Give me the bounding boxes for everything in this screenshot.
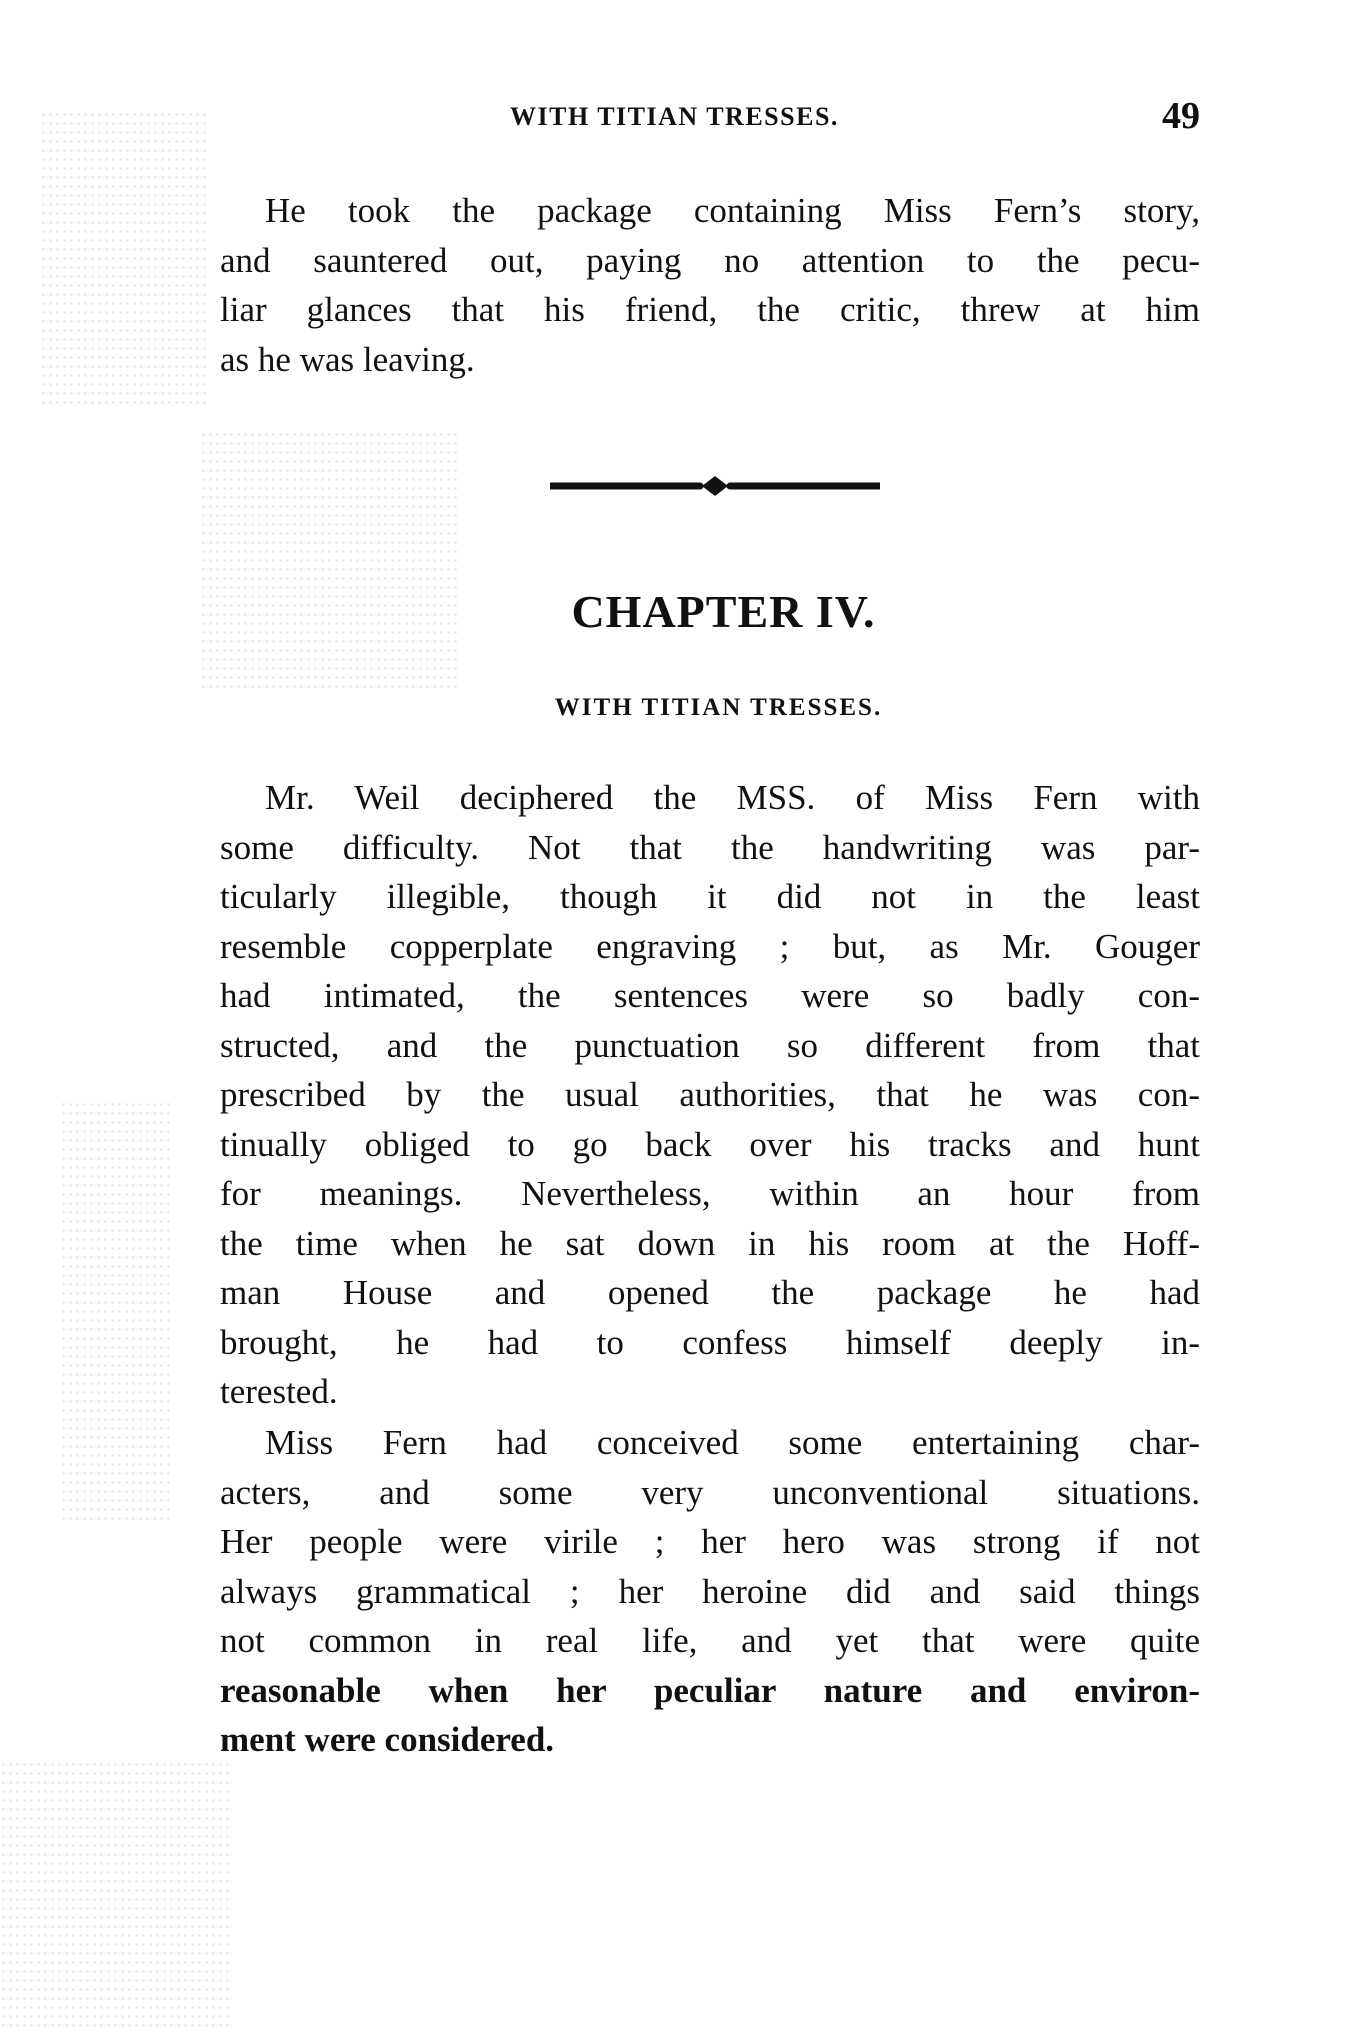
text-line: structed, and the punctuation so different from that [220, 1025, 1200, 1065]
text-line: liar glances that his friend, the critic, threw at him [220, 290, 1200, 329]
text-line: terested. [220, 1372, 338, 1411]
text-line: ment were considered. [220, 1720, 555, 1759]
body-paragraph-2 [220, 1418, 1200, 1765]
text-line: some difficulty. Not that the handwriting was par- [220, 827, 1200, 867]
scan-speckle-mid [200, 430, 460, 690]
scan-speckle-top [40, 110, 210, 410]
text-line: brought, he had to confess himself deeply in- [220, 1322, 1200, 1362]
text-line: reasonable when her peculiar nature and environ- [220, 1670, 1200, 1710]
body-paragraph-1 [220, 773, 1200, 1417]
text-line: as he was leaving. [220, 339, 475, 379]
text-line: had intimated, the sentences were so badly con- [220, 976, 1200, 1015]
text-line: prescribed by the usual authorities, that he was con- [220, 1075, 1200, 1114]
text-line: man House and opened the package he had [220, 1273, 1200, 1312]
page-header [220, 95, 1220, 142]
text-line: resemble copperplate engraving ; but, as Mr. Gouger [220, 926, 1200, 966]
section-ornament [550, 468, 880, 504]
text-line: Her people were virile ; her hero was strong if not [220, 1522, 1200, 1561]
text-line: Miss Fern had conceived some entertaining char- [265, 1423, 1200, 1462]
scan-speckle-bottom [0, 1760, 230, 2030]
text-line: always grammatical ; her heroine did and said things [220, 1571, 1200, 1611]
scan-speckle-low [60, 1100, 170, 1520]
text-line: and sauntered out, paying no attention to the pecu- [220, 240, 1200, 280]
running-head: WITH TITIAN TRESSES. [510, 102, 839, 131]
text-line: for meanings. Nevertheless, within an hour from [220, 1174, 1200, 1213]
chapter-title: CHAPTER IV. [571, 586, 876, 637]
opening-paragraph [220, 186, 1200, 384]
text-line: He took the package containing Miss Fern’s story, [265, 191, 1200, 230]
text-line: ticularly illegible, though it did not in the least [220, 877, 1200, 916]
chapter-subtitle: WITH TITIAN TRESSES. [554, 694, 883, 721]
text-line: the time when he sat down in his room at the Hoff- [220, 1223, 1200, 1263]
text-line: not common in real life, and yet that were quite [220, 1621, 1200, 1660]
page-number: 49 [1162, 95, 1200, 137]
text-line: acters, and some very unconventional situations. [220, 1472, 1200, 1512]
text-line: tinually obliged to go back over his tracks and hunt [220, 1124, 1200, 1164]
text-line: Mr. Weil deciphered the MSS. of Miss Fern with [265, 778, 1200, 817]
